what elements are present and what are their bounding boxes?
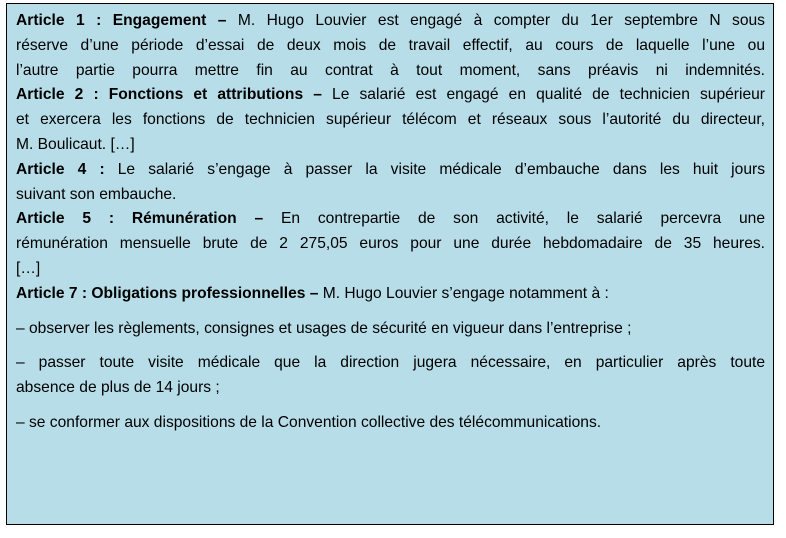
article-4-line-2: suivant son embauche. — [16, 185, 177, 203]
article-1-line-3: l’autre partie pourra mettre fin au contrat à tout moment, sans préavis ni indemnités. — [16, 61, 765, 79]
article-1-title: Article 1 : — [16, 12, 102, 29]
article-1-line-2: réserve d’une période d’essai de deux mois de travail effectif, au cours de laquelle l’une ou — [16, 36, 765, 54]
article-4-text-1: Le salarié s’engage à passer la visite médicale d’embauche dans les huit jours — [104, 160, 765, 178]
article-2 — [16, 83, 765, 157]
article-5-line-3: […] — [16, 259, 41, 277]
article-5-title: Article 5 : Rémunération – — [16, 210, 264, 228]
article-7-item-1: – observer les règlements, consignes et usages de sécurité en vigueur dans l’entreprise ; — [16, 319, 632, 337]
article-7-title: Article 7 : Obligations professionnelles – — [16, 284, 319, 302]
article-2-line-1 — [16, 83, 765, 108]
article-7-intro: M. Hugo Louvier s’engage notamment à : — [318, 284, 609, 302]
article-2-text-1: Le salarié est engagé en qualité de technicien supérieur — [321, 86, 765, 104]
article-1 — [16, 9, 765, 83]
contract-excerpt-box — [6, 3, 774, 525]
article-5-text-1: En contrepartie de son activité, le salarié percevra une — [263, 210, 765, 228]
article-7-item-3: – se conformer aux dispositions de la Convention collective des télécommunications. — [16, 413, 602, 431]
article-4-line-1 — [16, 158, 765, 183]
article-7 — [16, 282, 765, 436]
article-1-text-1: M. Hugo Louvier est engagé à compter du 1er septembre N sous — [226, 12, 765, 29]
article-5 — [16, 207, 765, 281]
article-1-line-1 — [16, 9, 765, 34]
article-2-line-3: M. Boulicaut. […] — [16, 135, 135, 153]
article-2-line-2: et exercera les fonctions de technicien supérieur télécom et réseaux sous l’autorité du directeur, — [16, 111, 765, 129]
article-1-heading: Engagement – — [101, 12, 227, 29]
article-5-line-2: rémunération mensuelle brute de 2 275,05 euros pour une durée hebdomadaire de 35 heures. — [16, 235, 765, 253]
article-4-title: Article 4 : — [16, 160, 105, 178]
article-7-line-1 — [16, 282, 765, 307]
article-7-item-2-cont: absence de plus de 14 jours ; — [16, 379, 220, 397]
article-4 — [16, 158, 765, 208]
article-2-title: Article 2 : Fonctions et attributions – — [16, 86, 322, 104]
article-5-line-1 — [16, 207, 765, 232]
article-7-item-2: – passer toute visite médicale que la direction jugera nécessaire, en particulier après toute — [16, 354, 765, 372]
